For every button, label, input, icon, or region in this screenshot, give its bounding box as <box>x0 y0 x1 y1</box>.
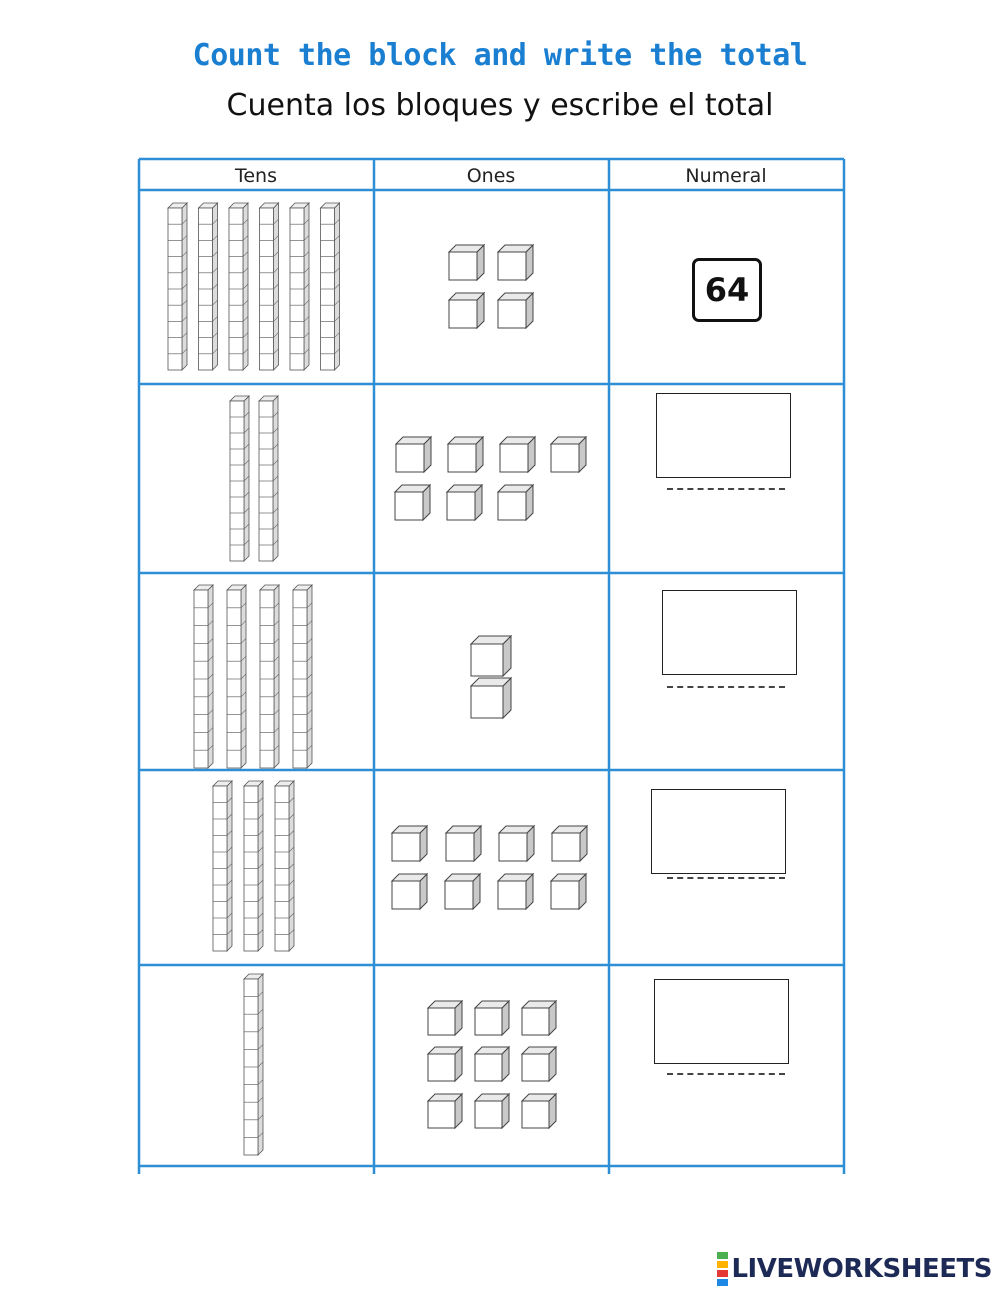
unit-cube <box>522 1001 556 1035</box>
liveworksheets-logo <box>717 1254 992 1284</box>
unit-cube <box>447 485 482 520</box>
answer-line-row-2 <box>667 488 785 490</box>
unit-cube <box>428 1047 462 1081</box>
ten-rod <box>275 781 294 951</box>
header-ones: Ones <box>466 165 516 187</box>
unit-cube <box>498 874 533 909</box>
unit-cube <box>475 1001 509 1035</box>
ten-rod <box>293 585 312 768</box>
ten-rod <box>260 203 279 370</box>
unit-cube <box>471 636 511 676</box>
ten-rod <box>227 585 246 768</box>
ten-rod <box>290 203 309 370</box>
ten-rod <box>230 396 249 561</box>
unit-cube <box>396 437 431 472</box>
unit-cube <box>475 1094 509 1128</box>
unit-cube <box>428 1094 462 1128</box>
unit-cube <box>449 245 484 280</box>
unit-cube <box>498 245 533 280</box>
example-numeral: 64 <box>692 258 762 322</box>
unit-cube <box>498 293 533 328</box>
ten-rod <box>244 781 263 951</box>
unit-cube <box>551 874 586 909</box>
worksheet-title: Count the block and write the total <box>192 38 808 73</box>
answer-line-row-5 <box>667 1073 785 1075</box>
header-numeral: Numeral <box>685 165 767 187</box>
ten-rod <box>260 585 279 768</box>
unit-cube <box>392 874 427 909</box>
ten-rod <box>321 203 340 370</box>
unit-cube <box>500 437 535 472</box>
unit-cube <box>471 678 511 718</box>
header-tens: Tens <box>234 165 277 187</box>
unit-cube <box>448 437 483 472</box>
unit-cube <box>552 826 587 861</box>
ten-rod <box>244 974 263 1155</box>
unit-cube <box>498 485 533 520</box>
unit-cube <box>428 1001 462 1035</box>
ten-rod <box>229 203 248 370</box>
unit-cube <box>475 1047 509 1081</box>
unit-cube <box>522 1094 556 1128</box>
ten-rod <box>199 203 218 370</box>
answer-box-row-4[interactable] <box>651 789 786 874</box>
unit-cube <box>392 826 427 861</box>
ten-rod <box>168 203 187 370</box>
unit-cube <box>449 293 484 328</box>
brand-name: LIVEWORKSHEETS <box>731 1254 992 1284</box>
unit-cube <box>395 485 430 520</box>
answer-line-row-4 <box>667 877 785 879</box>
ten-rod <box>194 585 213 768</box>
unit-cube <box>499 826 534 861</box>
answer-line-row-3 <box>667 686 785 688</box>
worksheet-subtitle: Cuenta los bloques y escribe el total <box>226 88 774 123</box>
unit-cube <box>522 1047 556 1081</box>
answer-box-row-2[interactable] <box>656 393 791 478</box>
brand-blocks-icon <box>717 1251 728 1287</box>
answer-box-row-3[interactable] <box>662 590 797 675</box>
unit-cube <box>551 437 586 472</box>
ten-rod <box>259 396 278 561</box>
unit-cube <box>445 874 480 909</box>
ten-rod <box>213 781 232 951</box>
answer-box-row-5[interactable] <box>654 979 789 1064</box>
unit-cube <box>446 826 481 861</box>
